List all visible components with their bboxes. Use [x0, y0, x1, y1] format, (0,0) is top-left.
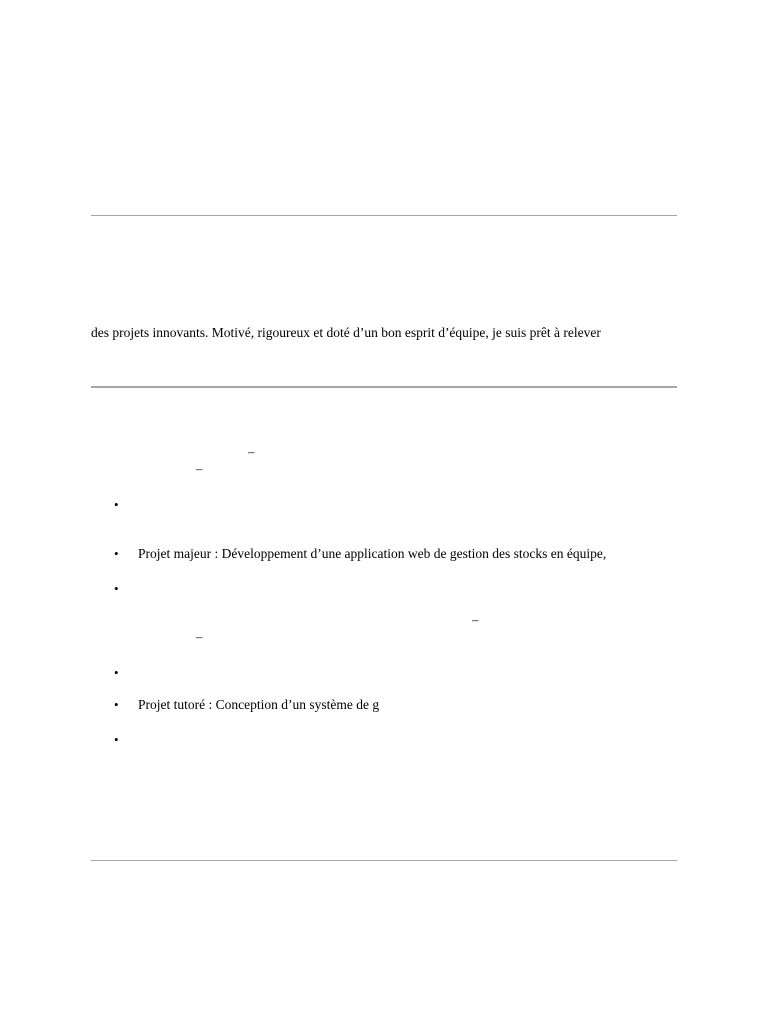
dash-separator: – [248, 444, 255, 459]
profile-text-line: des projets innovants. Motivé, rigoureux et doté d’un bon esprit d’équipe, je suis prêt à relever [91, 325, 601, 340]
bullet-marker: • [114, 497, 119, 512]
bullet-marker: • [114, 546, 119, 561]
bullet-marker: • [114, 697, 119, 712]
bullet-text: Projet majeur : Développement d’une application web de gestion des stocks en équipe, [138, 546, 607, 561]
bullet-text: Projet tutoré : Conception d’un système de g [138, 697, 380, 712]
dash-separator: – [196, 461, 203, 476]
bullet-marker: • [114, 732, 119, 747]
dash-separator: – [196, 629, 203, 644]
top-divider [91, 215, 677, 216]
dash-separator: – [472, 612, 479, 627]
bullet-marker: • [114, 581, 119, 596]
bottom-divider [91, 860, 677, 861]
section-divider [91, 386, 677, 388]
bullet-marker: • [114, 665, 119, 680]
